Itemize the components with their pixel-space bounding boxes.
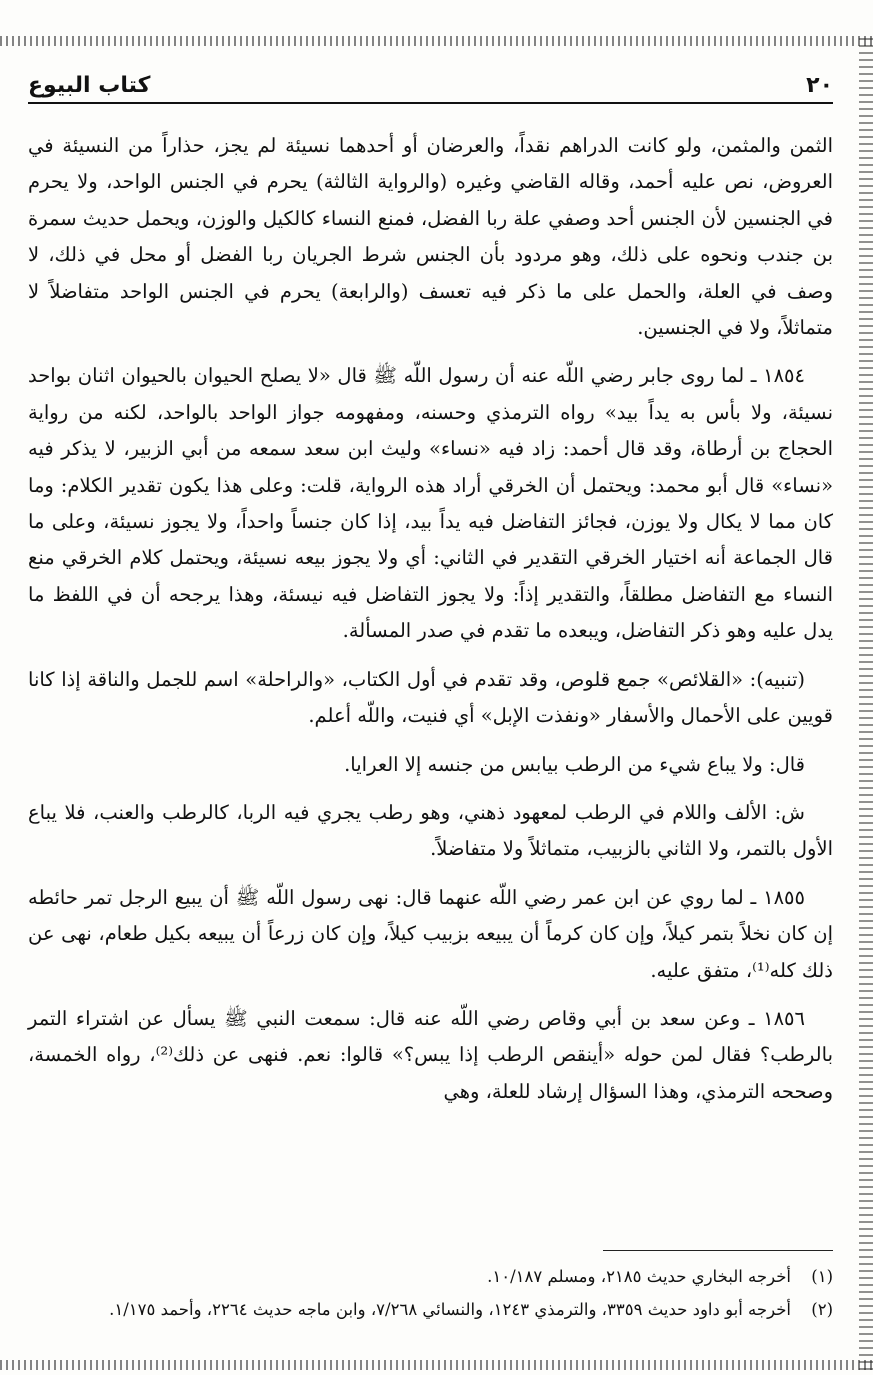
page-header [28, 68, 833, 104]
footnote [28, 1295, 833, 1324]
paragraph: (تنبيه): «القلائص» جمع قلوص، وقد تقدم في أول الكتاب، «والراحلة» اسم للجمل والناقة إذا كانا قويين على الأحمال والأسفار «ونفذت الإبل» أي فنيت، واللّه أعلم. [28, 667, 833, 728]
paragraph: ١٨٥٦ ـ وعن سعد بن أبي وقاص رضي اللّه عنه قال: سمعت النبي ﷺ يسأل عن اشتراء التمر بالرطب؟ فقال لمن حوله «أينقص الرطب إذا يبس؟» قالوا: نعم. فنهى عن ذلك⁽²⁾، رواه الخمسة، وصححه الترمذي، وهذا السؤال إرشاد للعلة، وهي [28, 1006, 833, 1103]
paragraph: ش: الألف واللام في الرطب لمعهود ذهني، وهو رطب يجري فيه الربا، كالرطب والعنب، فلا يباع الأول بالتمر، ولا الثاني بالزبيب، متماثلاً ولا متفاضلاً. [28, 800, 833, 861]
page-number: ٢٠ [806, 72, 833, 98]
footnote-text: أخرجه البخاري حديث ٢١٨٥، ومسلم ١٠/١٨٧. [487, 1267, 791, 1286]
footnote [28, 1262, 833, 1291]
footnote-divider [603, 1250, 833, 1251]
decorative-border-bottom [0, 1360, 873, 1370]
paragraph: ١٨٥٤ ـ لما روى جابر رضي اللّه عنه أن رسول اللّه ﷺ قال «لا يصلح الحيوان بالحيوان اثنان بواحد نسيئة، ولا بأس به يداً بيد» رواه الترمذي وحسنه، ومفهومه جواز الواحد بالواحد، لكنه من رواية الحجاج بن أرطاة، وقد قال أحمد: زاد فيه «نساء» وليث ابن سعد سمعه من أبي الزبير، لا يذكر فيه «نساء» قال أبو محمد: ويحتمل أن الخرقي أراد هذه الرواية، قلت: وعلى هذا يكون تقدير الكلام: وما كان مما لا يكال ولا يوزن، فجائز التفاضل فيه يداً بيد، إذا كان جنساً واحداً، ولا يجوز نسيئة، وعلى ما قال الجماعة أنه اختيار الخرقي التقدير في الثاني: أي ولا يجوز بيعه نسيئة، ويحتمل كلام الخرقي منع النساء مع التفاضل مطلقاً، والتقدير إذاً: ولا يجوز التفاضل فيه نيسئة، وهذا يرجحه أن في اللفظ ما يدل عليه وهو ذكر التفاضل، ويبعده ما تقدم في صدر المسألة. [28, 364, 833, 643]
decorative-border-top [0, 36, 873, 46]
page-body [28, 128, 833, 1122]
book-title: كتاب البيوع [28, 72, 151, 98]
paragraph: قال: ولا يباع شيء من الرطب بيابس من جنسه إلا العرايا. [344, 752, 805, 776]
paragraph: الثمن والمثمن، ولو كانت الدراهم نقداً، والعرضان أو أحدهما نسيئة لم يجز، حذاراً من النسيئة في العروض، نص عليه أحمد، وقاله القاضي وغيره (والرواية الثالثة) يحرم في الجنس الواحد، ولا يحرم في الجنسين لأن الجنس أحد وصفي علة ربا الفضل، فمنع النساء كالكيل والوزن، ويحمل حديث سمرة بن جندب ونحوه على ذلك، وهو مردود بأن الجنس شرط الجريان ربا الفضل أو محل في ذلك، لا وصف في العلة، والحمل على ما ذكر فيه تعسف (والرابعة) يحرم في الجنس الواحد متفاضلاً لا متماثلاً، ولا في الجنسين. [28, 134, 833, 340]
footnote-text: أخرجه أبو داود حديث ٣٣٥٩، والترمذي ١٢٤٣، والنسائي ٧/٢٦٨، وابن ماجه حديث ٢٢٦٤، وأحمد ١/١٧٥. [109, 1300, 791, 1319]
footnote-number: (١) [811, 1267, 833, 1286]
decorative-border-right [859, 36, 873, 1370]
footnotes [28, 1262, 833, 1328]
paragraph: ١٨٥٥ ـ لما روي عن ابن عمر رضي اللّه عنهما قال: نهى رسول اللّه ﷺ أن يبيع الرجل تمر حائطه إن كان نخلاً بتمر كيلاً، وإن كان كرماً أن يبيعه بزبيب كيلاً، وإن كان زرعاً أن يبيعه بكيل طعام، نهى عن ذلك كله⁽¹⁾، متفق عليه. [28, 885, 833, 982]
footnote-number: (٢) [811, 1300, 833, 1319]
